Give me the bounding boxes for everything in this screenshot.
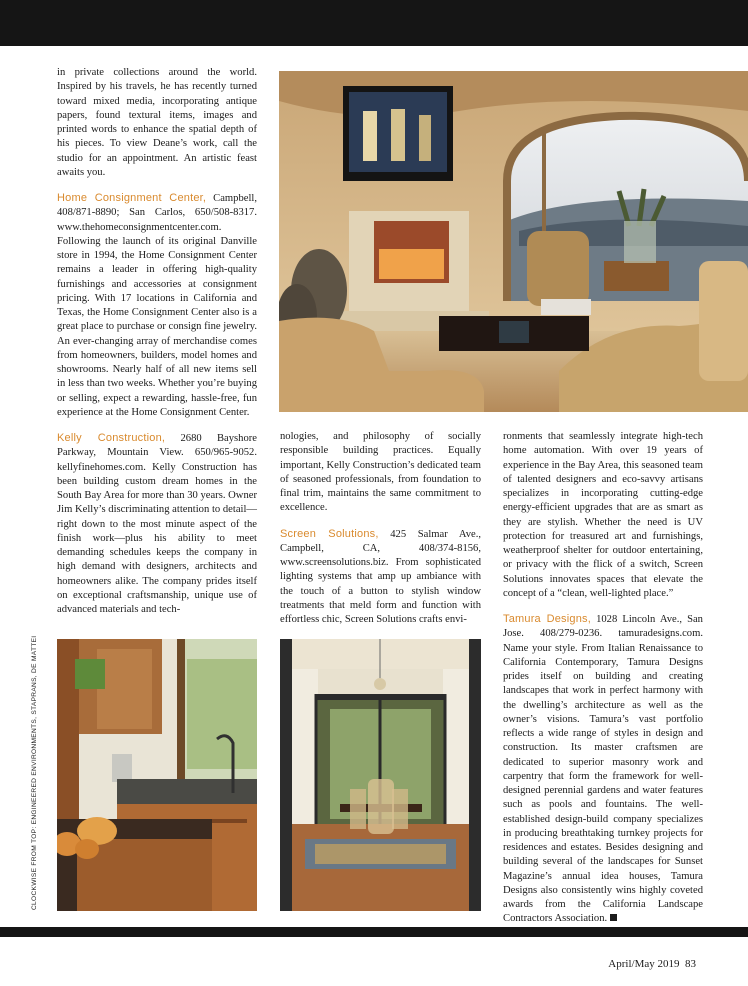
entry-heading: Home Consignment Center, <box>57 192 207 204</box>
entry-body: 425 Salmar Ave., Campbell, CA, 408/374-8156, www.screensolutions.biz. From sophisticated lighting systems that amp up ambiance with the touch of a button to stylish window treatments that meld form and function with effortless chic, Screen Solutions crafts envi- <box>280 528 481 625</box>
page-folio <box>608 958 696 970</box>
entry-heading: Kelly Construction, <box>57 432 166 444</box>
text-column-1 <box>57 66 257 617</box>
entry-heading: Tamura Designs, <box>503 613 591 625</box>
entry-body: Campbell, 408/871-8890; San Carlos, 650/508-8317. www.thehomeconsignmentcenter.com. Following the launch of its original Danville store in 1994, the Home Consignment Center remains a leader in offering high-quality furnishings and accessories at consignment pricing. With 17 locations in California and Texas, the Home Consignment Center also is a great place to purchase or consign fine jewelry. An ever-changing array of merchandise comes from homeowners, builders, model homes and showrooms. Nearly half of all new items sell in less than two weeks. Whether you’re buying or selling, expect a rewarding, hassle-free, fun experience at the Home Consignment Center. <box>57 193 257 418</box>
photo-credit: CLOCKWISE FROM TOP: ENGINEERED ENVIRONMENTS, STAPRANS, DE MATTEI <box>31 635 38 910</box>
living-room-photo <box>279 71 748 412</box>
issue-date: April/May 2019 <box>608 958 680 970</box>
screen-solutions-entry <box>280 527 481 628</box>
entry-heading: Screen Solutions, <box>280 527 379 540</box>
dining-room-photo <box>280 639 481 911</box>
tamura-designs-entry <box>503 612 703 927</box>
deane-paragraph-end: in private collections around the world. Inspired by his travels, he has recently turned toward mixed media, incorporating antique papers, found textural items, images and printed words to enhance the spatial depth of his pieces. To view Deane’s work, call the studio for an appointment. An artistic feast awaits you. <box>57 67 257 178</box>
page-number: 83 <box>685 958 696 970</box>
kitchen-photo <box>57 639 257 911</box>
top-black-bar <box>0 0 748 46</box>
kelly-construction-entry <box>57 431 257 617</box>
screen-solutions-continued: ronments that seamlessly integrate high-tech home automation. With over 19 years of experience in the Bay Area, this seasoned team of talented designers and eco-savvy artisans specializes in incorporating cutting-edge energy-efficient upgrades that are as smart as they are stylish. Whether the need is UV protection for treasured art and furnishings, weatherproof shelter for outdoor entertaining, or privacy with the flick of a switch, Screen Solutions innovates spaces that elevate the concept of a “clean, well-lighted place.” <box>503 431 703 599</box>
kelly-construction-continued: nologies, and philosophy of socially responsible building practices. Equally important, Kelly Construction’s dedicated team of seasoned professionals, from foundation to final trim, maintains the same commitment to excellence. <box>280 431 481 514</box>
end-mark <box>610 914 617 921</box>
entry-body: 1028 Lincoln Ave., San Jose. 408/279-0236. tamuradesigns.com. Name your style. From Italian Renaissance to California Contemporary, Tamura Designs prides itself on building and creating landscapes that work in perfect harmony with the dwelling’s architecture as well as the owner’s visions. Tamura’s vast portfolio reflects a wide range of styles in design and construction. Its master craftsmen are dedicated to superior masonry work and carpentry that form the framework for well-designed perennial gardens and water features such as pools and fountains. The well-established design-build company specializes in producing breathtaking turnkey projects for residences and estates. Besides designing and building several of the landscapes for Sunset Magazine’s annual idea houses, Tamura Designs also consistently wins highly coveted awards from the California Landscape Contractors Association. <box>503 614 703 925</box>
text-column-3 <box>503 430 703 927</box>
home-consignment-entry <box>57 191 257 420</box>
text-column-2 <box>280 430 481 627</box>
entry-body: 2680 Bayshore Parkway, Mountain View. 650/965-9052. kellyfinehomes.com. Kelly Construction has been building custom dream homes in the South Bay Area for more than 30 years. Owner Jim Kelly’s discriminating attention to detail—right down to the most minute aspect of the finish work—plus his ability to meet demanding schedules keeps the company in high demand with designers, architects and homeowners alike. The company prides itself on exceptional craftsmanship, unique use of advanced materials and tech- <box>57 433 257 615</box>
bottom-black-bar <box>0 927 748 937</box>
